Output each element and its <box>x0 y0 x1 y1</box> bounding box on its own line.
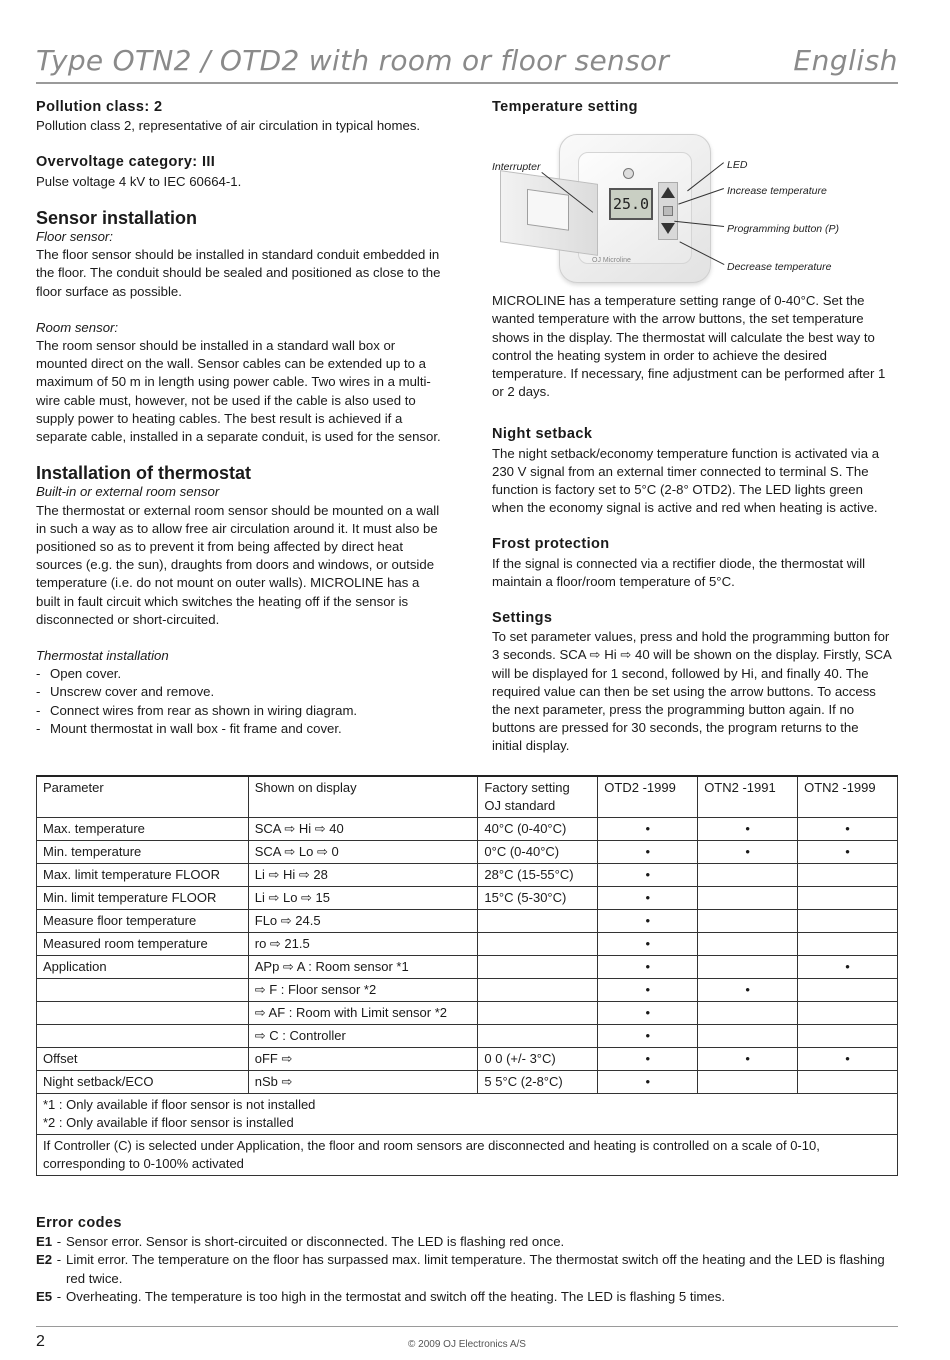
header-model-otn2-1991: OTN2 -1991 <box>698 776 798 818</box>
factory-cell: 0°C (0-40°C) <box>478 841 598 864</box>
frost-protection-text: If the signal is connected via a rectifier diode, the thermostat will maintain a floor/room temperature of 5°C. <box>492 555 866 589</box>
programming-button-label: Programming button (P) <box>727 223 840 236</box>
night-setback-heading: Night setback <box>492 426 593 443</box>
param-cell: Night setback/ECO <box>37 1071 249 1094</box>
arrow-up-icon <box>661 187 675 198</box>
param-cell: Max. limit temperature FLOOR <box>37 864 249 887</box>
error-code: E5 <box>36 1288 53 1304</box>
model-otn2-1991-cell <box>698 1002 798 1025</box>
model-otn2-1999-cell: • <box>798 818 898 841</box>
installation-steps-list <box>36 665 441 738</box>
factory-cell: 40°C (0-40°C) <box>478 818 598 841</box>
display-cell: ⇨ F : Floor sensor *2 <box>248 979 478 1002</box>
copyright: © 2009 OJ Electronics A/S <box>408 1339 526 1350</box>
model-otd2-1999-cell: • <box>598 1002 698 1025</box>
page-footer <box>36 1326 898 1357</box>
temperature-heading: Temperature setting <box>492 99 638 115</box>
model-otd2-1999-cell: • <box>598 1025 698 1048</box>
param-cell: Min. temperature <box>37 841 249 864</box>
model-otn2-1999-cell <box>798 1025 898 1048</box>
model-otn2-1991-cell <box>698 1025 798 1048</box>
display-cell: oFF ⇨ <box>248 1048 478 1071</box>
sensor-installation-heading: Sensor installation <box>36 207 198 228</box>
model-otn2-1991-cell: • <box>698 1048 798 1071</box>
controller-note: If Controller (C) is selected under Application, the floor and room sensors are disconnected and heating is controlled on a scale of 0-10, corresponding to 0-100% activated <box>37 1135 898 1176</box>
error-codes-heading: Error codes <box>36 1215 122 1231</box>
frost-protection-heading: Frost protection <box>492 536 610 553</box>
overvoltage-section <box>36 153 441 190</box>
increase-temperature-label: Increase temperature <box>727 185 827 198</box>
overvoltage-heading: Overvoltage category: III <box>36 154 216 171</box>
settings-text: To set parameter values, press and hold the programming button for 3 seconds. SCA ⇨ Hi ⇨ 40 will be shown on the display. Firstly, SCA will be displayed for 1 second, followed by Hi, and finally 40. The required value can then be set using the arrow buttons. To access the next parameter, press the programming button again. If no buttons are pressed for 30 seconds, the program returns to the initial display. <box>492 629 892 754</box>
pollution-heading: Pollution class: 2 <box>36 99 163 115</box>
page-title: Type OTN2 / OTD2 with room or floor sensor <box>36 44 670 77</box>
interrupter-label: Interrupter <box>492 161 541 174</box>
pollution-text: Pollution class 2, representative of air circulation in typical homes. <box>36 118 421 134</box>
model-otn2-1999-cell: • <box>798 841 898 864</box>
display-cell: FLo ⇨ 24.5 <box>248 910 478 933</box>
model-otn2-1999-cell <box>798 910 898 933</box>
display-cell: SCA ⇨ Lo ⇨ 0 <box>248 841 478 864</box>
factory-cell <box>478 933 598 956</box>
table-notes-row <box>37 1094 898 1135</box>
model-otn2-1991-cell <box>698 956 798 979</box>
factory-cell: 15°C (5-30°C) <box>478 887 598 910</box>
left-column <box>36 98 441 756</box>
model-otd2-1999-cell: • <box>598 1048 698 1071</box>
error-code: E2 <box>36 1252 53 1268</box>
model-otd2-1999-cell: • <box>598 841 698 864</box>
list-item: - Connect wires from rear as shown in wiring diagram. <box>36 702 441 720</box>
night-setback-section <box>492 425 892 517</box>
factory-cell <box>478 1002 598 1025</box>
thermostat-display: 25.0 <box>609 188 653 220</box>
model-otn2-1999-cell <box>798 887 898 910</box>
footnotes: *1 : Only available if floor sensor is not installed *2 : Only available if floor sensor is installed <box>37 1094 898 1135</box>
decrease-temperature-label: Decrease temperature <box>727 261 832 274</box>
floor-sensor-text: The floor sensor should be installed in standard conduit embedded in the floor. The conduit should be sealed and positioned as close to the floor surface as possible. <box>36 247 441 299</box>
error-text: Limit error. The temperature on the floor has surpassed max. limit temperature. The thermostat switch off the heating and the LED is flashing red twice. <box>66 1252 885 1286</box>
display-cell: Li ⇨ Lo ⇨ 15 <box>248 887 478 910</box>
model-otn2-1999-cell <box>798 864 898 887</box>
header-display: Shown on display <box>248 776 478 818</box>
display-cell: ⇨ C : Controller <box>248 1025 478 1048</box>
table-row <box>37 818 898 841</box>
error-text: Sensor error. Sensor is short-circuited or disconnected. The LED is flashing red once. <box>66 1234 565 1250</box>
table-row <box>37 1002 898 1025</box>
error-codes-section <box>36 1214 898 1306</box>
room-sensor-text: The room sensor should be installed in a standard wall box or mounted direct on the wall. Sensor cables can be extended up to a maximum of 50 m in length using power cable. Two wires in a multi-wire cable must, however, not be used if the cable is also used to supply power to heating cables. The best result is achieved if a separate cable, installed in a separate conduit, is used for the sensor. <box>36 338 441 445</box>
model-otn2-1991-cell <box>698 910 798 933</box>
param-cell: Measured room temperature <box>37 933 249 956</box>
factory-cell <box>478 956 598 979</box>
model-otn2-1999-cell <box>798 979 898 1002</box>
model-otn2-1999-cell <box>798 1002 898 1025</box>
settings-heading: Settings <box>492 610 553 627</box>
error-item: E2 - Limit error. The temperature on the floor has surpassed max. limit temperature. The thermostat switch off the heating and the LED is flashing red twice. <box>36 1251 898 1287</box>
list-item: - Open cover. <box>36 665 441 683</box>
header-model-otd2-1999: OTD2 -1999 <box>598 776 698 818</box>
error-code: E1 <box>36 1234 53 1250</box>
brand-logo: OJ Microline <box>592 257 631 265</box>
display-cell: ro ⇨ 21.5 <box>248 933 478 956</box>
model-otd2-1999-cell: • <box>598 933 698 956</box>
overvoltage-text: Pulse voltage 4 kV to IEC 60664-1. <box>36 173 242 189</box>
room-sensor-subheading: Room sensor: <box>36 319 119 335</box>
header-model-otn2-1999: OTN2 -1999 <box>798 776 898 818</box>
factory-cell: 5 5°C (2-8°C) <box>478 1071 598 1094</box>
header-factory-setting: Factory setting OJ standard <box>478 776 598 818</box>
table-header-row <box>37 776 898 818</box>
thermostat-door <box>500 170 598 256</box>
model-otd2-1999-cell: • <box>598 887 698 910</box>
table-row <box>37 1071 898 1094</box>
temperature-text: MICROLINE has a temperature setting range of 0-40°C. Set the wanted temperature with the arrow buttons, the set temperature shows in the display. The thermostat will calculate the best way to control the heating system in order to achieve the desired temperature. If necessary, fine adjustment can be performed after 1 or 2 days. <box>492 293 886 400</box>
table-row <box>37 864 898 887</box>
thermostat-installation-section <box>36 464 441 738</box>
param-cell: Measure floor temperature <box>37 910 249 933</box>
model-otn2-1991-cell <box>698 1071 798 1094</box>
model-otn2-1991-cell: • <box>698 841 798 864</box>
thermostat-buttons <box>658 182 678 240</box>
installation-steps-subheading: Thermostat installation <box>36 648 169 664</box>
settings-section <box>492 609 892 756</box>
model-otn2-1991-cell <box>698 933 798 956</box>
model-otd2-1999-cell: • <box>598 1071 698 1094</box>
temperature-section <box>492 98 892 401</box>
floor-sensor-subheading: Floor sensor: <box>36 229 113 245</box>
param-cell <box>37 1025 249 1048</box>
pollution-section <box>36 98 441 135</box>
param-cell: Max. temperature <box>37 818 249 841</box>
display-cell: APp ⇨ A : Room sensor *1 <box>248 956 478 979</box>
table-row <box>37 933 898 956</box>
param-cell: Offset <box>37 1048 249 1071</box>
night-setback-text: The night setback/economy temperature function is activated via a 230 V signal from an external timer connected to terminal S. The function is factory set to 5°C (2-8° OTD2). The LED lights green when the economy signal is active and red when heating is active. <box>492 445 880 516</box>
room-sensor-type-subheading: Built-in or external room sensor <box>36 484 220 500</box>
param-cell: Min. limit temperature FLOOR <box>37 887 249 910</box>
factory-cell: 28°C (15-55°C) <box>478 864 598 887</box>
table-row <box>37 841 898 864</box>
page-header <box>36 40 898 84</box>
list-item: - Unscrew cover and remove. <box>36 683 441 701</box>
sensor-installation-section <box>36 209 441 446</box>
language-label: English <box>793 44 898 77</box>
model-otn2-1999-cell: • <box>798 956 898 979</box>
led-label: LED <box>727 159 748 172</box>
table-row <box>37 910 898 933</box>
model-otd2-1999-cell: • <box>598 979 698 1002</box>
model-otn2-1991-cell: • <box>698 818 798 841</box>
model-otn2-1991-cell: • <box>698 979 798 1002</box>
table-row <box>37 887 898 910</box>
display-cell: SCA ⇨ Hi ⇨ 40 <box>248 818 478 841</box>
display-cell: Li ⇨ Hi ⇨ 28 <box>248 864 478 887</box>
param-cell <box>37 1002 249 1025</box>
frost-protection-section <box>492 535 892 591</box>
arrow-down-icon <box>661 223 675 234</box>
header-parameter: Parameter <box>37 776 249 818</box>
programming-button-icon <box>663 206 673 216</box>
thermostat-installation-text: The thermostat or external room sensor should be mounted on a wall in such a way as to allow free air circulation around it. It must also be positioned so as to prevent it from being affected by direct heat sources (e.g. the sun), draughts from doors and windows, or outside temperature (i.e. do not mount on outer walls). MICROLINE has a built in fault circuit which switches the heating off if the sensor is disconnected or short-circuited. <box>36 502 440 627</box>
table-row <box>37 956 898 979</box>
model-otd2-1999-cell: • <box>598 956 698 979</box>
error-item: E5 - Overheating. The temperature is too high in the termostat and switch off the heating. The LED is flashing 5 times. <box>36 1288 898 1306</box>
model-otd2-1999-cell: • <box>598 864 698 887</box>
parameter-table <box>36 775 898 1176</box>
right-column <box>492 98 892 774</box>
model-otn2-1991-cell <box>698 887 798 910</box>
model-otn2-1999-cell <box>798 1071 898 1094</box>
display-cell: ⇨ AF : Room with Limit sensor *2 <box>248 1002 478 1025</box>
thermostat-installation-heading: Installation of thermostat <box>36 463 252 484</box>
page-number: 2 <box>36 1333 45 1350</box>
model-otn2-1999-cell: • <box>798 1048 898 1071</box>
model-otd2-1999-cell: • <box>598 910 698 933</box>
factory-cell <box>478 910 598 933</box>
table-row <box>37 979 898 1002</box>
model-otd2-1999-cell: • <box>598 818 698 841</box>
table-row <box>37 1048 898 1071</box>
factory-cell <box>478 979 598 1002</box>
model-otn2-1999-cell <box>798 933 898 956</box>
factory-cell <box>478 1025 598 1048</box>
error-item: E1 - Sensor error. Sensor is short-circuited or disconnected. The LED is flashing red once. <box>36 1233 898 1251</box>
display-cell: nSb ⇨ <box>248 1071 478 1094</box>
table-row <box>37 1025 898 1048</box>
table-controller-note-row <box>37 1135 898 1176</box>
param-cell <box>37 979 249 1002</box>
model-otn2-1991-cell <box>698 864 798 887</box>
list-item: - Mount thermostat in wall box - fit frame and cover. <box>36 720 441 738</box>
error-text: Overheating. The temperature is too high in the termostat and switch off the heating. The LED is flashing 5 times. <box>66 1288 726 1304</box>
factory-cell: 0 0 (+/- 3°C) <box>478 1048 598 1071</box>
thermostat-figure <box>492 122 892 282</box>
param-cell: Application <box>37 956 249 979</box>
